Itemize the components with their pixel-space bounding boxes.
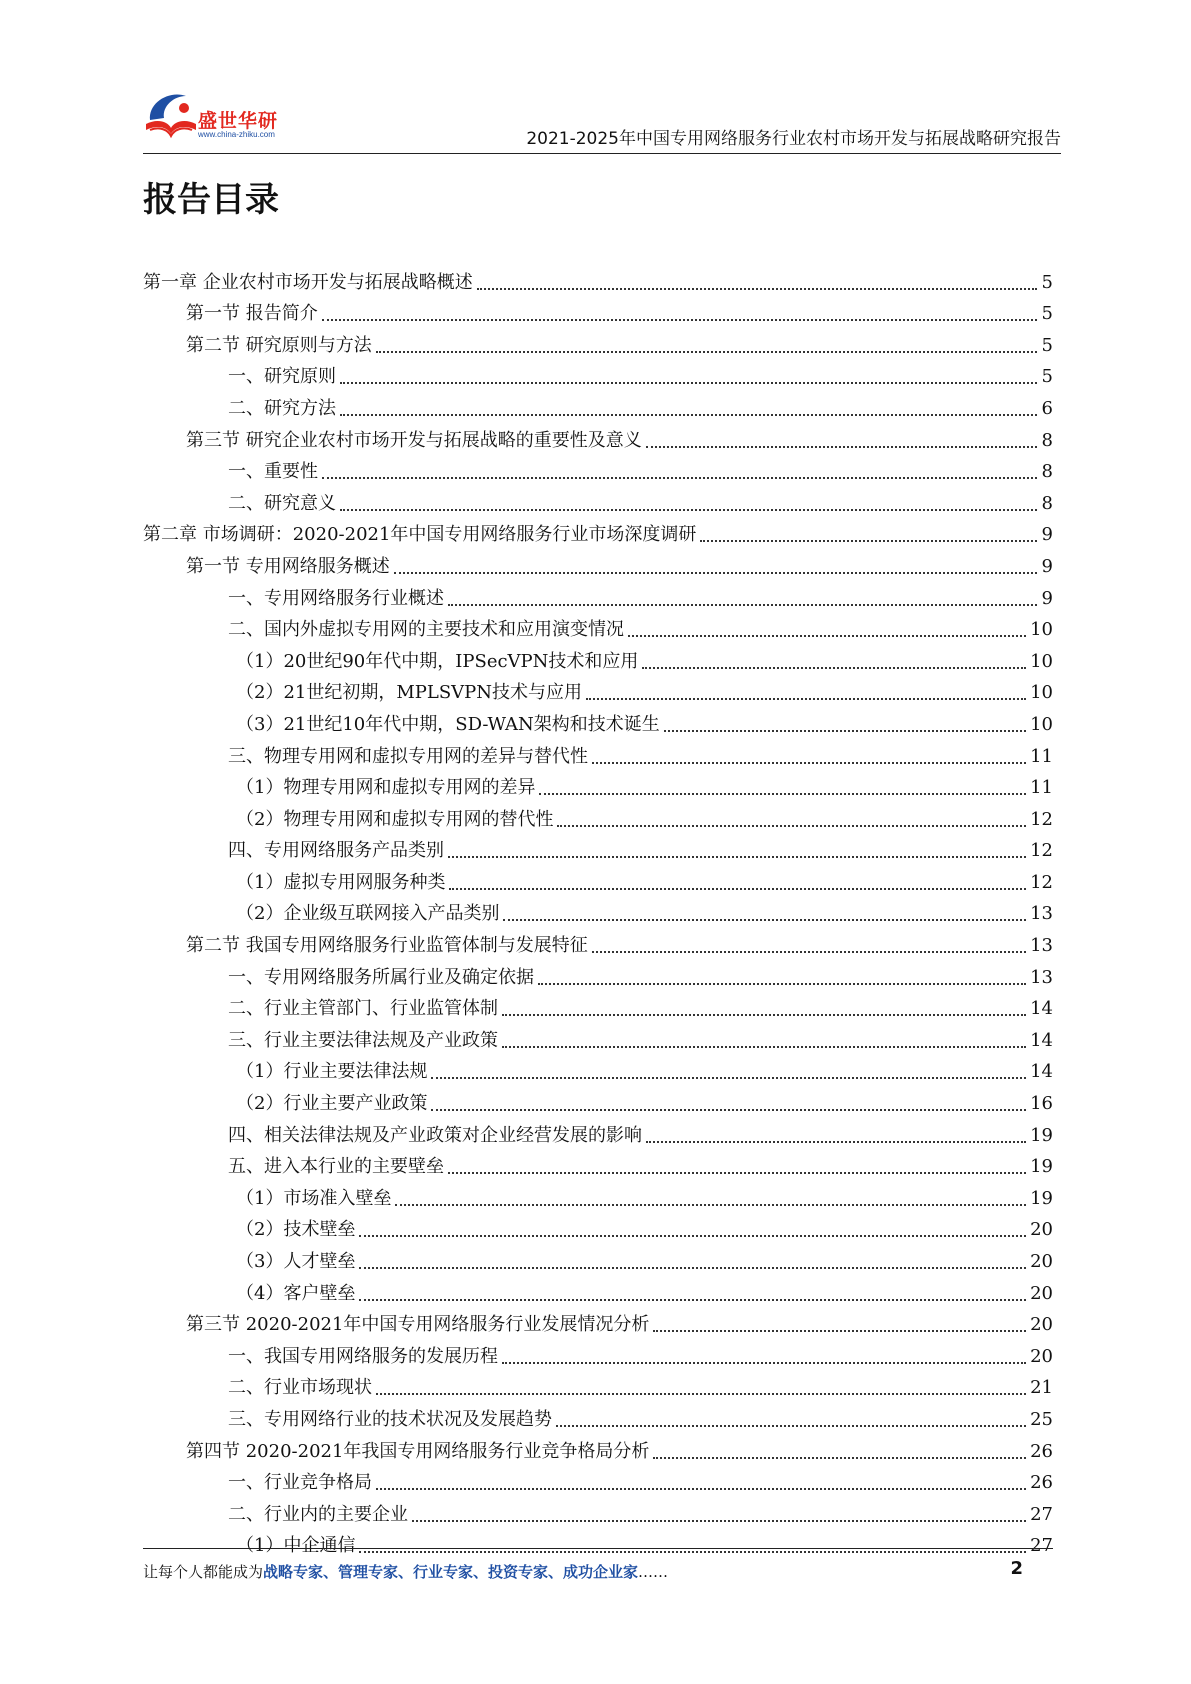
toc-entry[interactable] <box>143 1432 1053 1464</box>
toc-entry-page: 8 <box>1041 461 1053 483</box>
footer-divider <box>143 1548 1053 1549</box>
toc-entry[interactable] <box>143 579 1053 611</box>
toc-dot-leader <box>431 1109 1026 1111</box>
toc-entry[interactable] <box>143 611 1053 643</box>
toc-entry[interactable] <box>143 1148 1053 1180</box>
toc-entry-label: （2）物理专用网和虚拟专用网的替代性 <box>236 808 554 830</box>
logo-url: www.china-zhiku.com <box>198 130 275 139</box>
toc-entry-label: 三、物理专用网和虚拟专用网的差异与替代性 <box>228 745 588 767</box>
toc-entry[interactable] <box>143 1527 1053 1559</box>
toc-entry-page: 14 <box>1030 1061 1053 1083</box>
toc-dot-leader <box>449 888 1026 890</box>
header-divider <box>143 153 1061 154</box>
toc-entry[interactable] <box>143 1464 1053 1496</box>
toc-dot-leader <box>431 1077 1026 1079</box>
toc-entry[interactable] <box>143 358 1053 390</box>
toc-entry-label: （2）21世纪初期，MPLSVPN技术与应用 <box>236 682 583 704</box>
toc-entry-page: 14 <box>1030 1029 1053 1051</box>
toc-entry-page: 27 <box>1030 1503 1053 1525</box>
toc-entry[interactable] <box>143 1337 1053 1369</box>
toc-dot-leader <box>592 762 1026 764</box>
report-title: 2021-2025年中国专用网络服务行业农村市场开发与拓展战略研究报告 <box>526 129 1061 149</box>
toc-entry-label: （1）中企通信 <box>236 1535 356 1557</box>
toc-dot-leader <box>592 951 1026 953</box>
toc-entry-page: 13 <box>1030 935 1053 957</box>
toc-entry[interactable] <box>143 1116 1053 1148</box>
toc-entry[interactable] <box>143 484 1053 516</box>
toc-entry[interactable] <box>143 421 1053 453</box>
toc-entry[interactable] <box>143 832 1053 864</box>
toc-entry-page: 21 <box>1030 1377 1053 1399</box>
toc-dot-leader <box>503 919 1026 921</box>
toc-entry-label: 二、行业市场现状 <box>228 1377 372 1399</box>
toc-entry-page: 10 <box>1030 650 1053 672</box>
toc-entry-page: 11 <box>1030 745 1053 767</box>
toc-entry-page: 19 <box>1030 1156 1053 1178</box>
toc-dot-leader <box>539 793 1026 795</box>
toc-entry-page: 26 <box>1030 1440 1053 1462</box>
toc-entry-label: 三、行业主要法律法规及产业政策 <box>228 1029 498 1051</box>
toc-entry[interactable] <box>143 1369 1053 1401</box>
toc-entry-label: （3）人才壁垒 <box>236 1251 356 1272</box>
toc-dot-leader <box>628 635 1026 637</box>
toc-entry-page: 8 <box>1041 492 1053 514</box>
toc-entry[interactable] <box>143 705 1053 737</box>
footer-suffix: …… <box>638 1563 669 1581</box>
toc-entry-label: 一、研究原则 <box>228 366 336 388</box>
toc-entry-page: 5 <box>1041 303 1053 325</box>
toc-entry-label: 第一章 企业农村市场开发与拓展战略概述 <box>143 271 473 293</box>
toc-dot-leader <box>359 1235 1026 1237</box>
toc-entry-page: 20 <box>1030 1345 1053 1367</box>
toc-entry-page: 10 <box>1030 619 1053 641</box>
toc-dot-leader <box>646 1141 1026 1143</box>
toc-entry[interactable] <box>143 895 1053 927</box>
toc-entry[interactable] <box>143 295 1053 327</box>
toc-dot-leader <box>376 1488 1026 1490</box>
toc-entry-page: 14 <box>1030 998 1053 1020</box>
toc-entry-label: 二、研究意义 <box>228 492 336 514</box>
toc-dot-leader <box>557 825 1026 827</box>
toc-dot-leader <box>340 382 1037 384</box>
toc-entry-page: 5 <box>1041 366 1053 388</box>
footer-highlight: 战略专家、管理专家、行业专家、投资专家、成功企业家 <box>263 1563 639 1581</box>
toc-entry-label: （1）行业主要法律法规 <box>236 1061 428 1083</box>
toc-entry-label: （2）技术壁垒 <box>236 1219 356 1241</box>
toc-entry[interactable] <box>143 1495 1053 1527</box>
toc-entry[interactable] <box>143 990 1053 1022</box>
logo-name: 盛世华研 <box>198 110 279 132</box>
toc-entry-label: （2）企业级互联网接入产品类别 <box>236 903 500 925</box>
toc-dot-leader <box>502 1014 1026 1016</box>
toc-entry-label: （3）21世纪10年代中期，SD-WAN架构和技术诞生 <box>236 713 660 735</box>
toc-entry-page: 12 <box>1030 871 1053 893</box>
toc-dot-leader <box>359 1299 1026 1301</box>
toc-entry-label: （1）市场准入壁垒 <box>236 1187 392 1209</box>
toc-entry-page: 20 <box>1030 1282 1053 1304</box>
toc-entry-label: 第一节 专用网络服务概述 <box>186 555 390 577</box>
toc-entry-label: 三、专用网络行业的技术状况及发展趋势 <box>228 1408 552 1430</box>
toc-dot-leader <box>502 1046 1026 1048</box>
toc-entry-page: 9 <box>1041 524 1053 546</box>
toc-entry-page: 26 <box>1030 1472 1053 1494</box>
toc-entry[interactable] <box>143 1021 1053 1053</box>
toc-entry-label: 第三节 研究企业农村市场开发与拓展战略的重要性及意义 <box>186 429 642 451</box>
toc-dot-leader <box>394 572 1037 574</box>
toc-entry-page: 13 <box>1030 966 1053 988</box>
toc-dot-leader <box>448 856 1026 858</box>
footer-slogan <box>143 1561 668 1582</box>
toc-dot-leader <box>448 604 1037 606</box>
toc-entry-page: 11 <box>1030 777 1053 799</box>
toc-dot-leader <box>340 509 1037 511</box>
toc-entry[interactable] <box>143 1400 1053 1432</box>
toc-entry-page: 27 <box>1030 1535 1053 1557</box>
toc-entry-page: 13 <box>1030 903 1053 925</box>
toc-dot-leader <box>376 1393 1026 1395</box>
toc-entry-label: 二、行业主管部门、行业监管体制 <box>228 998 498 1020</box>
toc-entry-page: 8 <box>1041 429 1053 451</box>
toc-entry[interactable] <box>143 769 1053 801</box>
page-title: 报告目录 <box>143 180 279 220</box>
toc-dot-leader <box>642 667 1026 669</box>
table-of-contents <box>143 263 1053 1558</box>
toc-entry-label: 第二节 研究原则与方法 <box>186 334 372 356</box>
toc-entry-page: 9 <box>1041 587 1053 609</box>
toc-dot-leader <box>359 1551 1026 1553</box>
toc-entry-page: 6 <box>1041 397 1053 419</box>
toc-entry[interactable] <box>143 926 1053 958</box>
toc-entry-page: 10 <box>1030 713 1053 735</box>
footer-prefix: 让每个人都能成为 <box>143 1563 264 1581</box>
toc-entry-label: （1）物理专用网和虚拟专用网的差异 <box>236 777 536 799</box>
toc-entry-label: 一、行业竞争格局 <box>228 1472 372 1494</box>
toc-entry-page: 16 <box>1030 1093 1053 1115</box>
toc-dot-leader <box>376 351 1037 353</box>
toc-entry-page: 12 <box>1030 808 1053 830</box>
toc-dot-leader <box>700 540 1037 542</box>
page-number: 2 <box>1010 1558 1023 1579</box>
logo-book-icon <box>140 84 202 146</box>
toc-entry[interactable] <box>143 1242 1053 1274</box>
toc-dot-leader <box>538 983 1026 985</box>
toc-entry-label: 二、研究方法 <box>228 397 336 419</box>
toc-dot-leader <box>477 288 1037 290</box>
toc-entry-page: 20 <box>1030 1314 1053 1336</box>
toc-entry[interactable] <box>143 1053 1053 1085</box>
toc-entry[interactable] <box>143 263 1053 295</box>
toc-entry-label: 二、行业内的主要企业 <box>228 1503 408 1525</box>
toc-entry-label: 二、国内外虚拟专用网的主要技术和应用演变情况 <box>228 619 624 641</box>
toc-dot-leader <box>646 446 1037 448</box>
toc-entry[interactable] <box>143 326 1053 358</box>
toc-entry-label: 一、重要性 <box>228 461 318 483</box>
toc-entry[interactable] <box>143 737 1053 769</box>
toc-entry-page: 12 <box>1030 840 1053 862</box>
toc-dot-leader <box>653 1457 1026 1459</box>
toc-entry-page: 19 <box>1030 1124 1053 1146</box>
toc-entry-label: 五、进入本行业的主要壁垒 <box>228 1156 444 1178</box>
toc-entry[interactable] <box>143 1084 1053 1116</box>
toc-entry-label: 第四节 2020-2021年我国专用网络服务行业竞争格局分析 <box>186 1440 650 1462</box>
toc-dot-leader <box>653 1330 1026 1332</box>
toc-dot-leader <box>322 477 1037 479</box>
toc-dot-leader <box>359 1267 1026 1269</box>
toc-entry-label: 一、我国专用网络服务的发展历程 <box>228 1345 498 1367</box>
toc-entry-label: （2）行业主要产业政策 <box>236 1093 428 1115</box>
toc-entry-label: 一、专用网络服务所属行业及确定依据 <box>228 966 534 988</box>
company-logo <box>140 84 330 150</box>
toc-entry-label: （1）虚拟专用网服务种类 <box>236 871 446 893</box>
toc-entry[interactable] <box>143 674 1053 706</box>
toc-entry-label: （1）20世纪90年代中期，IPSecVPN技术和应用 <box>236 650 639 672</box>
toc-entry-label: 四、专用网络服务产品类别 <box>228 840 444 862</box>
toc-dot-leader <box>322 319 1037 321</box>
toc-entry-label: 第二节 我国专用网络服务行业监管体制与发展特征 <box>186 935 588 957</box>
toc-entry-page: 20 <box>1030 1219 1053 1241</box>
toc-entry-label: 第二章 市场调研：2020-2021年中国专用网络服务行业市场深度调研 <box>143 524 697 546</box>
toc-entry[interactable] <box>143 1179 1053 1211</box>
toc-entry-page: 9 <box>1041 555 1053 577</box>
toc-entry[interactable] <box>143 547 1053 579</box>
toc-entry[interactable] <box>143 389 1053 421</box>
toc-dot-leader <box>586 698 1026 700</box>
toc-dot-leader <box>412 1520 1026 1522</box>
toc-entry[interactable] <box>143 1274 1053 1306</box>
toc-entry-page: 25 <box>1030 1408 1053 1430</box>
toc-entry-page: 10 <box>1030 682 1053 704</box>
toc-entry-label: 第一节 报告简介 <box>186 303 318 325</box>
toc-entry[interactable] <box>143 453 1053 485</box>
toc-entry-label: 一、专用网络服务行业概述 <box>228 587 444 609</box>
toc-entry-page: 5 <box>1041 271 1053 293</box>
toc-entry-label: 四、相关法律法规及产业政策对企业经营发展的影响 <box>228 1124 642 1146</box>
toc-entry[interactable] <box>143 1306 1053 1338</box>
toc-entry[interactable] <box>143 863 1053 895</box>
toc-dot-leader <box>395 1204 1026 1206</box>
toc-dot-leader <box>556 1425 1026 1427</box>
toc-entry[interactable] <box>143 516 1053 548</box>
toc-dot-leader <box>664 730 1026 732</box>
toc-dot-leader <box>502 1362 1026 1364</box>
toc-entry-label: 第三节 2020-2021年中国专用网络服务行业发展情况分析 <box>186 1314 650 1336</box>
toc-dot-leader <box>448 1172 1026 1174</box>
toc-entry[interactable] <box>143 1211 1053 1243</box>
toc-entry-page: 20 <box>1030 1251 1053 1272</box>
toc-entry[interactable] <box>143 800 1053 832</box>
toc-entry[interactable] <box>143 642 1053 674</box>
toc-entry-page: 19 <box>1030 1187 1053 1209</box>
toc-entry-page: 5 <box>1041 334 1053 356</box>
toc-entry-label: （4）客户壁垒 <box>236 1282 356 1304</box>
toc-entry[interactable] <box>143 958 1053 990</box>
toc-dot-leader <box>340 414 1037 416</box>
